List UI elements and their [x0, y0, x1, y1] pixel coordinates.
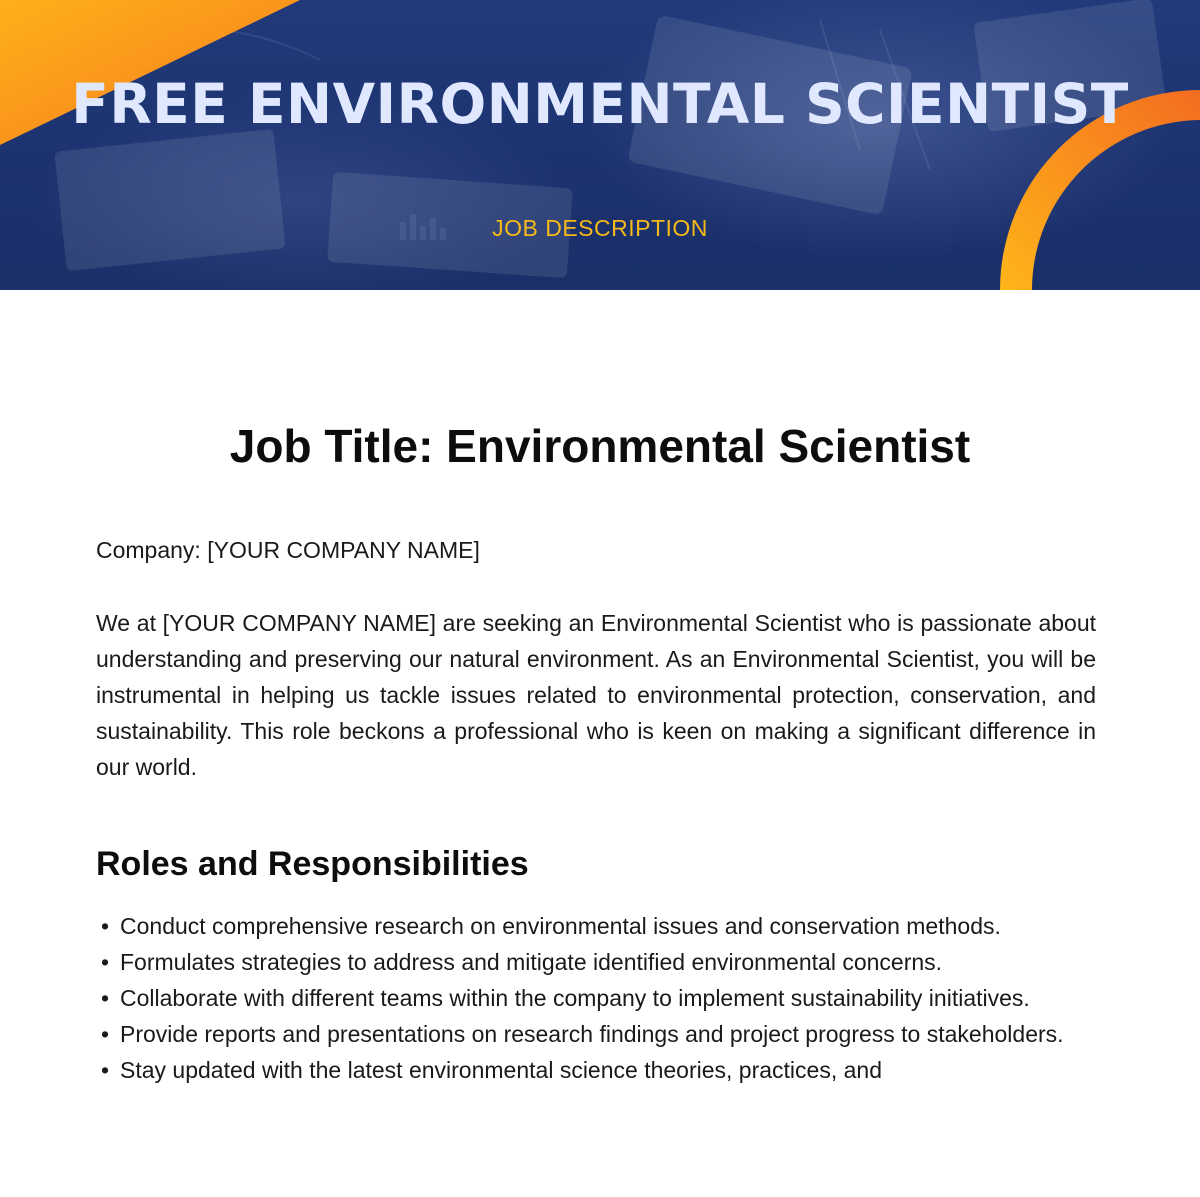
list-item: [96, 944, 1072, 980]
banner-subtitle: JOB DESCRIPTION: [492, 215, 708, 241]
banner-title: FREE ENVIRONMENTAL SCIENTIST: [71, 72, 1129, 136]
list-item: [96, 908, 1072, 944]
list-item-text: Collaborate with different teams within the company to implement sustainability initiatives.: [120, 985, 1030, 1011]
bullet-icon: •: [101, 949, 110, 975]
intro-paragraph: We at [YOUR COMPANY NAME] are seeking an Environmental Scientist who is passionate about understanding and preserving our natural environment. As an Environmental Scientist, you will be instrumental in helping us tackle issues related to environmental protection, conservation, and sustainability. This role beckons a professional who is keen on making a significant difference in our world.: [96, 610, 1096, 780]
roles-heading: Roles and Responsibilities: [96, 845, 529, 883]
bullet-icon: •: [101, 1057, 110, 1083]
bullet-icon: •: [101, 1021, 110, 1047]
responsibilities-list: [96, 908, 1072, 1088]
list-item-text: Provide reports and presentations on research findings and project progress to stakeholders.: [120, 1021, 1064, 1047]
list-item: [96, 1052, 1072, 1088]
list-item: [96, 1016, 1072, 1052]
list-item-text: Conduct comprehensive research on environmental issues and conservation methods.: [120, 913, 1001, 939]
header-banner: [0, 0, 1200, 290]
list-item-text: Stay updated with the latest environmental science theories, practices, and: [120, 1057, 882, 1083]
bullet-icon: •: [101, 913, 110, 939]
bullet-icon: •: [101, 985, 110, 1011]
company-line: Company: [YOUR COMPANY NAME]: [96, 537, 480, 563]
job-title-heading: Job Title: Environmental Scientist: [229, 420, 971, 472]
orange-corner-decorations: [0, 0, 1200, 290]
list-item-text: Formulates strategies to address and mitigate identified environmental concerns.: [120, 949, 943, 975]
list-item: [96, 980, 1072, 1016]
